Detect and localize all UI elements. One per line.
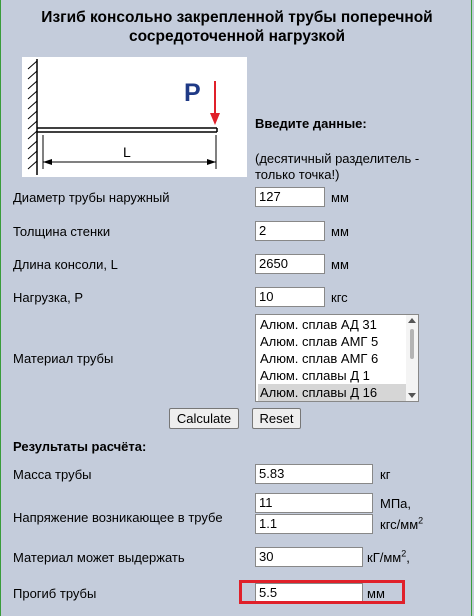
length-label: L: [123, 144, 131, 160]
material-listbox[interactable]: [255, 314, 419, 402]
diameter-input[interactable]: 127: [255, 187, 325, 207]
deflection-output[interactable]: 5.5: [255, 583, 363, 603]
length-field-label: Длина консоли, L: [13, 257, 118, 272]
listbox-scrollbar[interactable]: [406, 315, 418, 401]
load-input[interactable]: 10: [255, 287, 325, 307]
allowable-unit-tail: ,: [406, 550, 410, 565]
length-input[interactable]: 2650: [255, 254, 325, 274]
stress-label: Напряжение возникающее в трубе: [13, 510, 223, 525]
mass-unit: кг: [380, 467, 391, 482]
material-option[interactable]: Алюм. сплав АМГ 5: [260, 334, 379, 349]
deflection-unit: мм: [367, 586, 385, 601]
deflection-highlight-frame: [239, 580, 405, 604]
input-note: [255, 151, 419, 183]
diameter-unit: мм: [331, 190, 349, 205]
length-unit: мм: [331, 257, 349, 272]
deflection-label: Прогиб трубы: [13, 586, 97, 601]
title-line-1: Изгиб консольно закрепленной трубы поперечной: [41, 9, 433, 26]
stress-mpa-output[interactable]: 11: [255, 493, 373, 513]
page-title: [0, 8, 474, 46]
calculate-button[interactable]: Calculate: [169, 408, 239, 429]
stress-kgf-unit: [380, 517, 423, 532]
material-option[interactable]: Алюм. сплав АД 31: [260, 317, 377, 332]
load-label: P: [184, 79, 201, 107]
wall-thickness-unit: мм: [331, 224, 349, 239]
results-header: Результаты расчёта:: [13, 439, 147, 454]
mass-output[interactable]: 5.83: [255, 464, 373, 484]
wall-hatching: [28, 61, 37, 169]
input-note-line-2: только точка!): [255, 167, 340, 182]
load-arrow-head: [210, 113, 220, 125]
stress-mpa-unit: МПа,: [380, 496, 412, 511]
load-unit: кгс: [331, 290, 348, 305]
material-option[interactable]: Алюм. сплавы Д 1: [260, 368, 370, 383]
dim-arrow-left: [43, 159, 52, 165]
scroll-up-icon[interactable]: [408, 318, 416, 323]
allowable-label: Материал может выдержать: [13, 550, 185, 565]
scroll-down-icon[interactable]: [408, 393, 416, 398]
wall-thickness-label: Толщина стенки: [13, 224, 111, 239]
allowable-unit: [367, 550, 410, 565]
mass-label: Масса трубы: [13, 467, 92, 482]
diameter-label: Диаметр трубы наружный: [13, 190, 170, 205]
scroll-thumb[interactable]: [410, 329, 414, 359]
reset-button[interactable]: Reset: [252, 408, 301, 429]
cantilever-diagram: [22, 57, 247, 177]
stress-kgf-unit-sup: 2: [418, 515, 424, 526]
material-option-selected[interactable]: Алюм. сплавы Д 16: [258, 384, 406, 401]
input-header: Введите данные:: [255, 116, 367, 131]
load-field-label: Нагрузка, P: [13, 290, 84, 305]
input-note-line-1: (десятичный разделитель -: [255, 151, 420, 166]
title-line-2: сосредоточенной нагрузкой: [128, 28, 345, 45]
allowable-output[interactable]: 30: [255, 547, 363, 567]
dim-arrow-right: [207, 159, 216, 165]
listbox-scrollbar-svg: [406, 315, 418, 401]
stress-kgf-output[interactable]: 1.1: [255, 514, 373, 534]
cantilever-diagram-svg: [22, 57, 247, 177]
allowable-unit-sup: 2: [401, 548, 407, 559]
allowable-unit-text: кГ/мм: [367, 550, 402, 565]
stress-kgf-unit-text: кгс/мм: [380, 517, 419, 532]
material-option[interactable]: Алюм. сплав АМГ 6: [260, 351, 379, 366]
material-label: Материал трубы: [13, 351, 114, 366]
wall-thickness-input[interactable]: 2: [255, 221, 325, 241]
